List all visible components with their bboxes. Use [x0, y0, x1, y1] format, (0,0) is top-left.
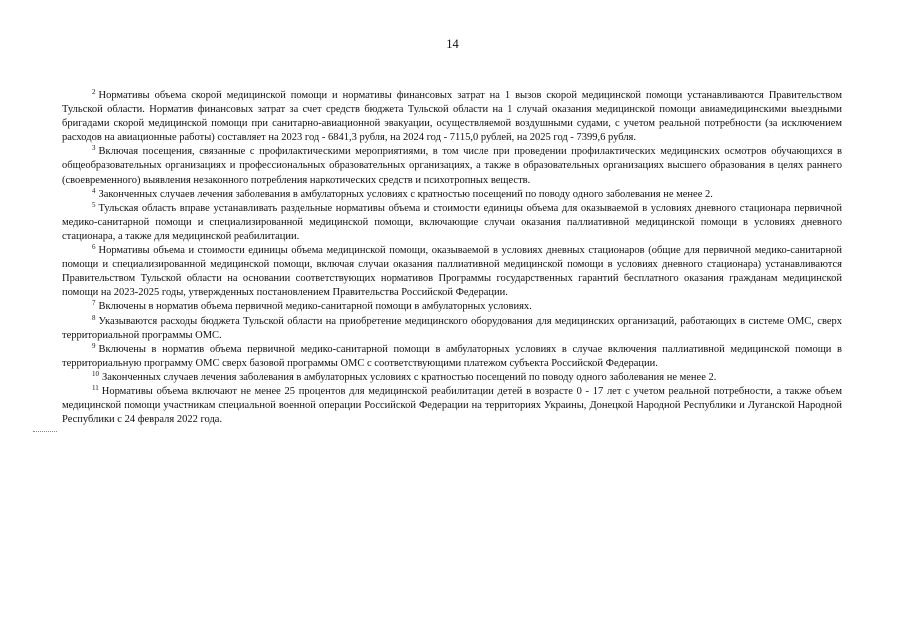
- footnote: [62, 343, 842, 371]
- footnote: [62, 300, 842, 314]
- footnote: [62, 244, 842, 300]
- footnote: [62, 315, 842, 343]
- footnotes-block: [62, 89, 842, 427]
- footnote: [62, 385, 842, 427]
- footnote-marker: 9: [92, 341, 96, 350]
- footnote: [62, 145, 842, 187]
- footnote-text: Законченных случаев лечения заболевания в амбулаторных условиях с кратностью посещений по поводу одного заболевания не менее 2.: [102, 371, 717, 383]
- footnote-marker: 2: [92, 88, 96, 96]
- footnote-marker: 3: [92, 144, 96, 153]
- page-number: 14: [446, 37, 459, 51]
- footnote-text: Включая посещения, связанные с профилактическими мероприятиями, в том числе при проведении профилактических медицинских осмотров обучающихся в общеобразовательных организациях и профессиональных образовательных организациях, а также в образовательных организациях высшего образования в целях раннего (своевременного) выявления незаконного потребления наркотических средств и психотропных веществ.: [62, 146, 842, 186]
- footnote-marker: 10: [92, 369, 99, 378]
- footnote-text: Указываются расходы бюджета Тульской области на приобретение медицинского оборудования для медицинских организаций, работающих в системе ОМС, сверх территориальной программы ОМС.: [62, 315, 842, 341]
- footnote-marker: 8: [92, 313, 96, 322]
- footnote: [62, 188, 842, 202]
- footnote: [62, 371, 842, 385]
- footnote-text: Нормативы объема включают не менее 25 процентов для медицинской реабилитации детей в возрасте 0 - 17 лет с учетом реальной потребности, а также объем медицинской помощи участникам специальной военной операции Российской Федерации на территориях Украины, Донецкой Народной Республики и Луганской Народной Республики с 24 февраля 2022 года.: [62, 385, 842, 426]
- footnote-marker: 11: [92, 383, 99, 392]
- footnote-marker: 6: [92, 243, 96, 252]
- footnote-text: Законченных случаев лечения заболевания в амбулаторных условиях с кратностью посещений по поводу одного заболевания не менее 2.: [98, 188, 713, 200]
- scan-margin-mark: [33, 431, 57, 432]
- footnote-text: Тульская область вправе устанавливать раздельные нормативы объема и стоимости единицы объема для оказываемой в условиях дневного стационара первичной медико-санитарной помощи и специализированной медицинской помощи, включающие случаи оказания паллиативной медицинской помощи в условиях дневного стационара, а также для медицинской реабилитации.: [62, 202, 842, 242]
- footnote-text: Включены в норматив объема первичной медико-санитарной помощи в амбулаторных условиях в случае включения паллиативной медицинской помощи в территориальную программу ОМС сверх базовой программы ОМС с соответствующими платежом субъекта Российской Федерации.: [62, 343, 842, 369]
- footnote-text: Включены в норматив объема первичной медико-санитарной помощи в амбулаторных условиях.: [98, 301, 532, 313]
- footnote-text: Нормативы объема скорой медицинской помощи и нормативы финансовых затрат на 1 вызов скорой медицинской помощи устанавливаются Правительством Тульской области. Норматив финансовых затрат за счет средств бюджета Тульской области на 1 случай оказания медицинской помощи авиамедицинскими выездными бригадами скорой медицинской помощи при санитарно-авиационной эвакуации, осуществляемой воздушными судами, с учетом реальной потребности (за исключением расходов на авиационные работы) составляет на 2023 год - 6841,3 рубля, на 2024 год - 7115,0 рублей, на 2025 год - 7399,6 рубля.: [62, 90, 842, 144]
- footnote-marker: 4: [92, 186, 96, 195]
- footnote: [62, 89, 842, 145]
- footnote-text: Нормативы объема и стоимости единицы объема медицинской помощи, оказываемой в условиях дневных стационаров (общие для первичной медико-санитарной помощи и специализированной медицинской помощи, включая случаи оказания паллиативной медицинской помощи в условиях дневного стационара) устанавливаются Правительством Тульской области на основании соответствующих нормативов Программы государственных гарантий бесплатного оказания гражданам медицинской помощи на 2023-2025 годы, утвержденных постановлением Правительства Российской Федерации.: [62, 245, 842, 299]
- footnote-marker: 5: [92, 200, 96, 209]
- footnote-marker: 7: [92, 299, 96, 308]
- footnote: [62, 202, 842, 244]
